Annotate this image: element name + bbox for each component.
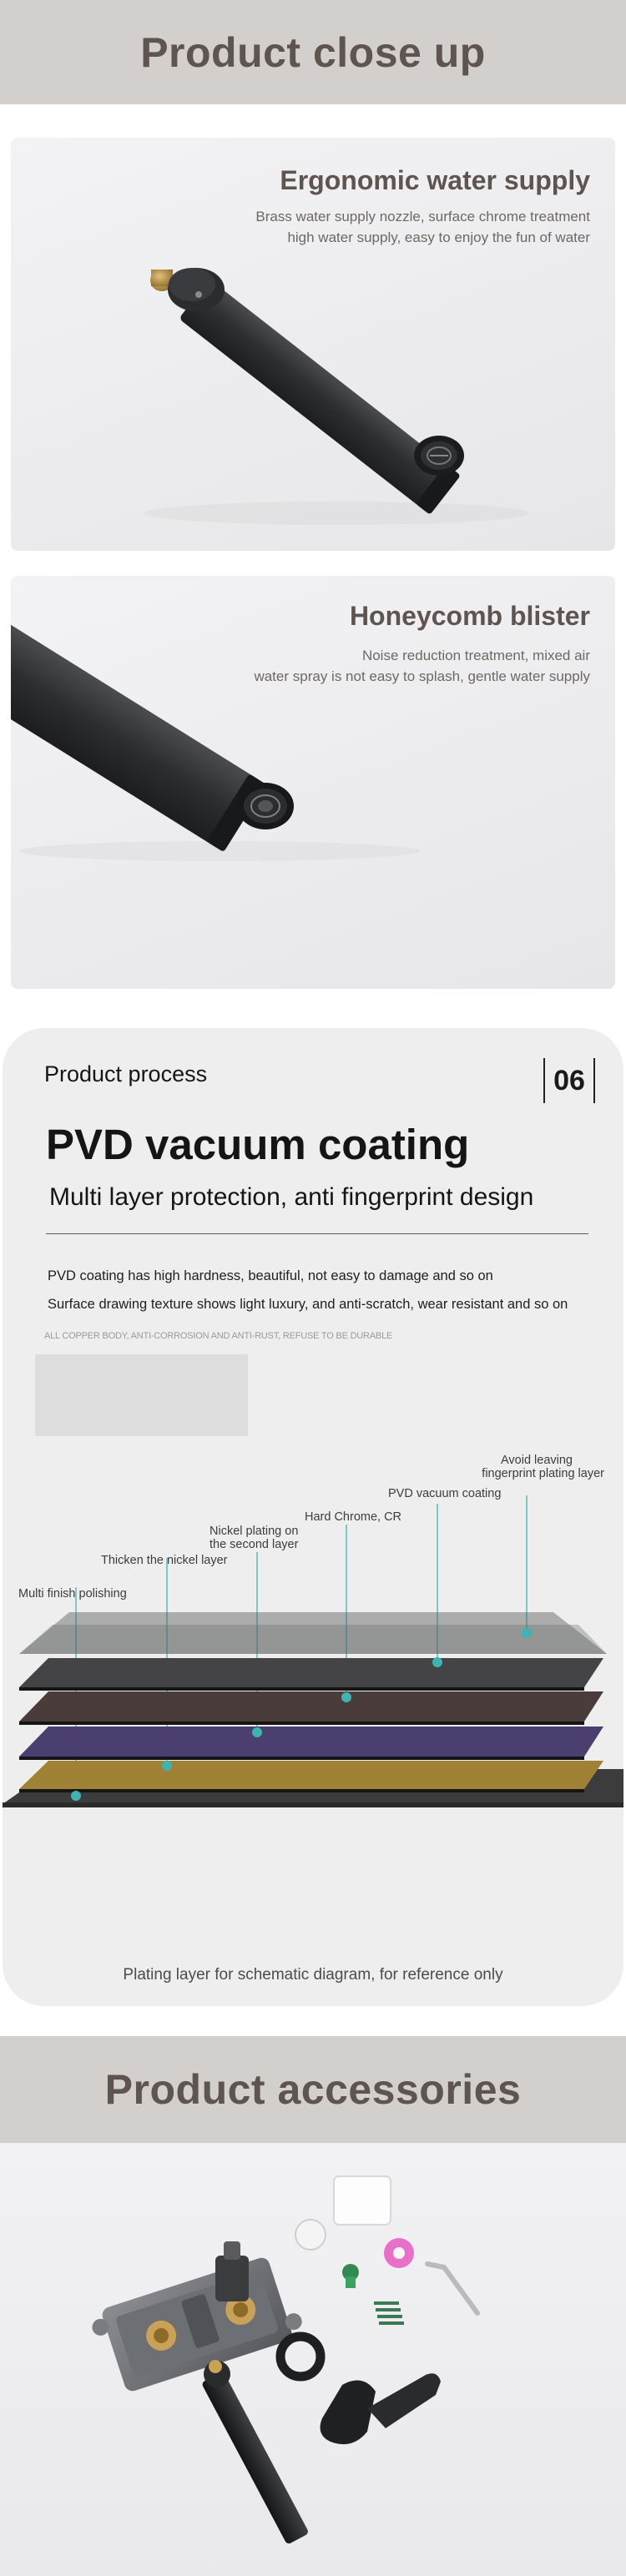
image-placeholder <box>35 1354 248 1436</box>
section-title: Product accessories <box>104 2066 522 2113</box>
layer-label-line: Nickel plating on <box>210 1525 299 1538</box>
feature-line: water spray is not easy to splash, gentle water supply <box>254 668 590 684</box>
divider <box>46 1233 588 1234</box>
process-number: 06 <box>543 1058 595 1103</box>
process-paragraph: PVD coating has high hardness, beautiful, not easy to damage and so on <box>48 1268 493 1283</box>
feature-card-water-supply <box>11 138 615 551</box>
process-subheading: Multi layer protection, anti fingerprint design <box>49 1183 534 1211</box>
layer-label-line: the second layer <box>210 1538 299 1551</box>
layer-label-line: fingerprint plating layer <box>482 1467 604 1480</box>
feature-card-honeycomb <box>11 576 615 989</box>
plating-layers-diagram <box>3 1495 623 1846</box>
process-label: Product process <box>44 1061 208 1086</box>
layer-label-chrome: Hard Chrome, CR <box>305 1510 402 1524</box>
process-note: ALL COPPER BODY, ANTI-CORROSION AND ANTI-RUST, REFUSE TO BE DURABLE <box>44 1331 393 1341</box>
accessories-illustration <box>0 2143 626 2576</box>
layer-label-nickel: Thicken the nickel layer <box>101 1554 228 1567</box>
process-paragraph: Surface drawing texture shows light luxury, and anti-scratch, wear resistant and so on <box>48 1297 568 1312</box>
layer-label-line: Avoid leaving <box>501 1454 573 1467</box>
process-panel <box>3 1028 623 2006</box>
feature-line: high water supply, easy to enjoy the fun of water <box>287 229 590 245</box>
process-heading: PVD vacuum coating <box>46 1121 470 1168</box>
layer-label-fingerprint <box>471 1454 604 1480</box>
layer-label-pvd: PVD vacuum coating <box>388 1487 502 1500</box>
feature-line: Brass water supply nozzle, surface chrome treatment <box>255 209 590 224</box>
feature-line: Noise reduction treatment, mixed air <box>361 648 590 663</box>
section-title: Product close up <box>140 28 486 76</box>
section-header-close-up <box>0 0 626 104</box>
section-header-accessories <box>0 2036 626 2143</box>
faucet-spout-image <box>11 138 615 551</box>
diagram-caption: Plating layer for schematic diagram, for reference only <box>123 1966 503 1984</box>
layer-label-polishing: Multi finish polishing <box>18 1587 127 1601</box>
accessories-image <box>0 2143 626 2576</box>
feature-title: Honeycomb blister <box>349 601 590 631</box>
faucet-aerator-image <box>11 576 615 989</box>
feature-title: Ergonomic water supply <box>280 165 590 195</box>
